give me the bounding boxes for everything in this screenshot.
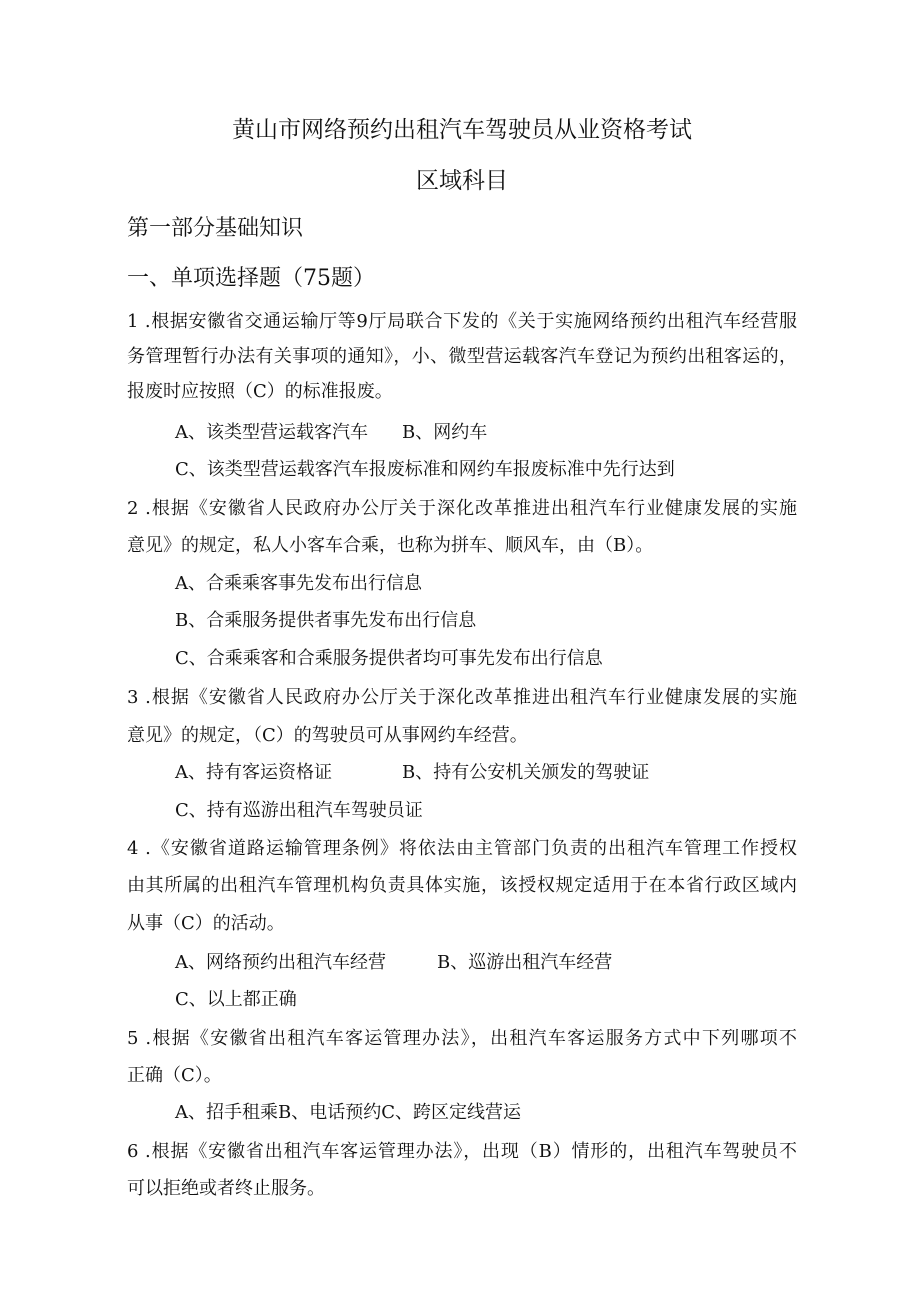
question-text-line: 由其所属的出租汽车管理机构负责具体实施，该授权规定适用于在本省行政区域内 (127, 875, 797, 896)
question-text-line: 报废时应按照（C）的标准报废。 (127, 381, 393, 402)
question-text-line: 意见》的规定，（C）的驾驶员可从事网约车经营。 (127, 725, 528, 746)
question-text-line: 6 .根据《安徽省出租汽车客运管理办法》，出现（B）情形的，出租汽车驾驶员不 (127, 1141, 797, 1162)
option-b: B、合乘服务提供者事先发布出行信息 (175, 610, 477, 631)
question-text-line: 5 .根据《安徽省出租汽车客运管理办法》，出租汽车客运服务方式中下列哪项不 (127, 1028, 797, 1049)
question-text-line: 从事（C）的活动。 (127, 913, 285, 934)
option-b: B、持有公安机关颁发的驾驶证 (402, 762, 650, 783)
part-heading: 第一部分基础知识 (127, 216, 304, 241)
question-text-line: 3 .根据《安徽省人民政府办公厅关于深化改革推进出租汽车行业健康发展的实施 (127, 687, 797, 708)
question-text-line: 1 .根据安徽省交通运输厅等9厅局联合下发的《关于实施网络预约出租汽车经营服 (127, 311, 797, 332)
option-c: C、该类型营运载客汽车报废标准和网约车报废标准中先行达到 (175, 459, 675, 480)
option-row: A、招手租乘B、电话预约C、跨区定线营运 (175, 1102, 521, 1123)
option-a: A、合乘乘客事先发布出行信息 (175, 573, 422, 594)
option-b: B、巡游出租汽车经营 (437, 952, 613, 973)
question-text-line: 正确（C）。 (127, 1065, 222, 1086)
option-a: A、网络预约出租汽车经营 (175, 952, 386, 973)
question-text-line: 务管理暂行办法有关事项的通知》，小、微型营运载客汽车登记为预约出租客运的， (127, 346, 797, 367)
option-b: B、网约车 (402, 422, 488, 443)
section-heading: 一、单项选择题（75题） (127, 266, 375, 291)
option-c: C、合乘乘客和合乘服务提供者均可事先发布出行信息 (175, 648, 603, 669)
option-a: A、该类型营运载客汽车 (175, 422, 368, 443)
question-text-line: 意见》的规定，私人小客车合乘，也称为拼车、顺风车，由（B）。 (127, 535, 654, 556)
document-title-line-1: 黄山市网络预约出租汽车驾驶员从业资格考试 (232, 117, 692, 143)
option-a: A、持有客运资格证 (175, 762, 332, 783)
question-text-line: 4 .《安徽省道路运输管理条例》将依法由主管部门负责的出租汽车管理工作授权 (127, 838, 797, 859)
option-c: C、持有巡游出租汽车驾驶员证 (175, 800, 423, 821)
document-title-line-2: 区域科目 (416, 168, 508, 194)
question-text-line: 可以拒绝或者终止服务。 (127, 1178, 325, 1199)
option-c: C、以上都正确 (175, 989, 297, 1010)
question-text-line: 2 .根据《安徽省人民政府办公厅关于深化改革推进出租汽车行业健康发展的实施 (127, 498, 797, 519)
